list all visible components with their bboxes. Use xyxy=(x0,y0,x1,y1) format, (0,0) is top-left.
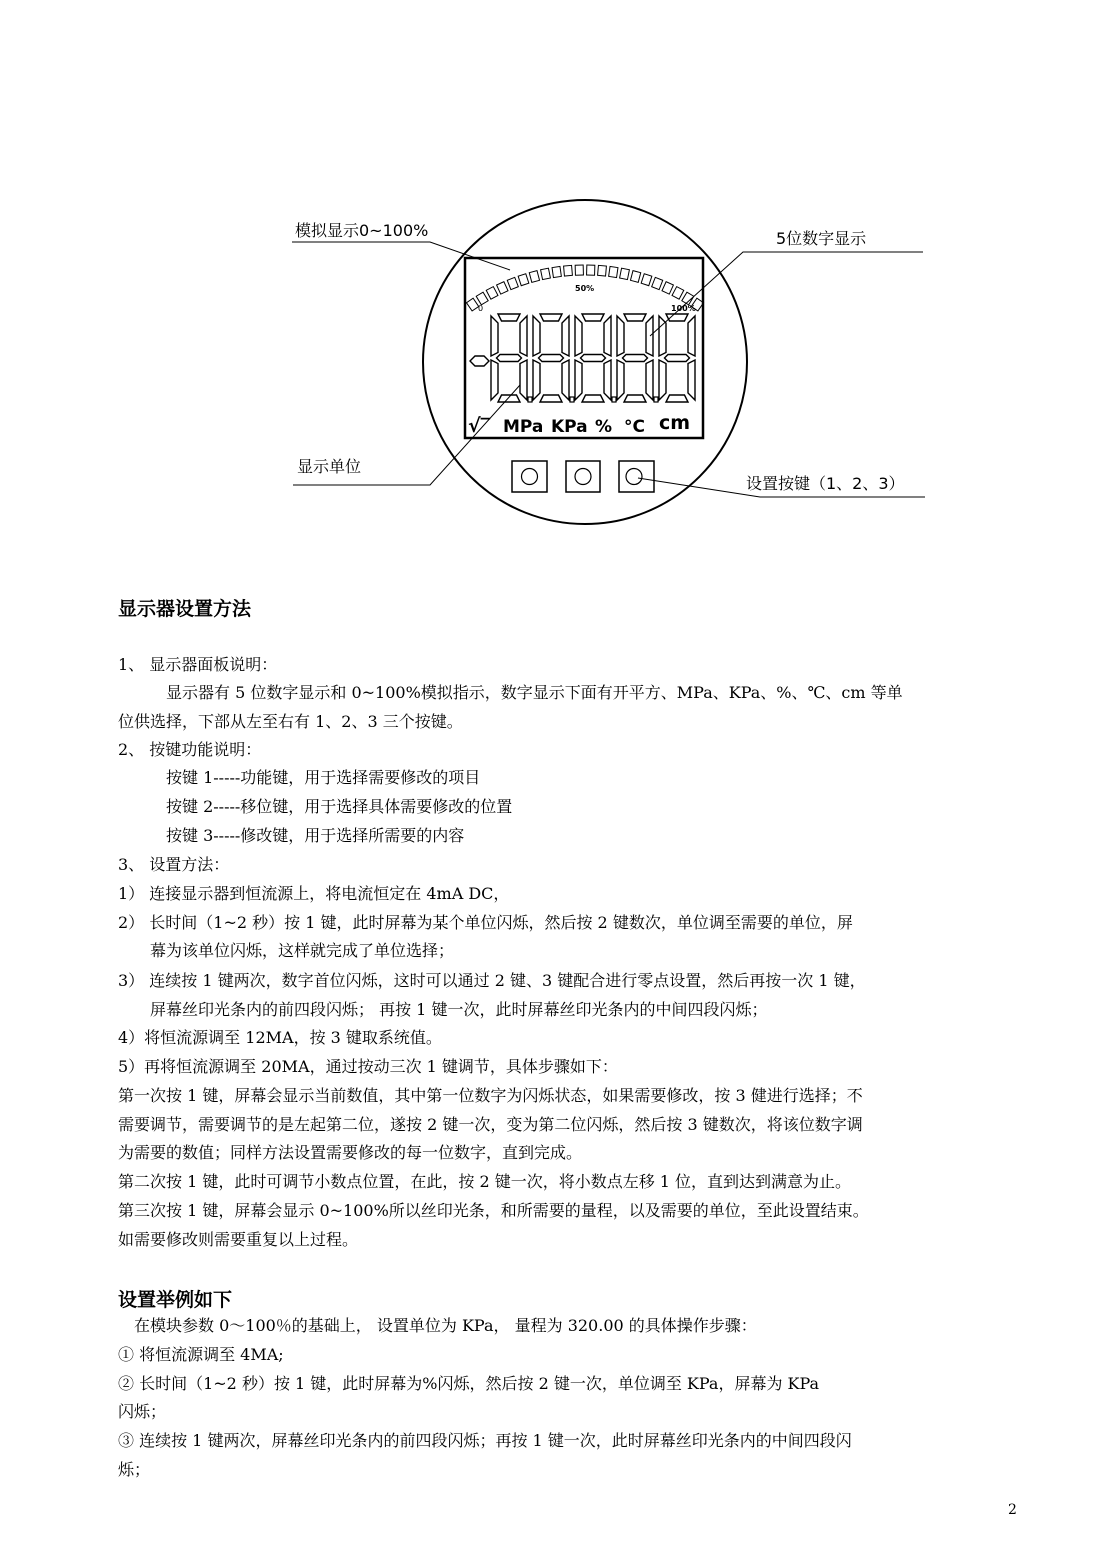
digit-segment xyxy=(666,314,688,321)
digit-segment xyxy=(540,395,562,402)
setup-line-17: 需要调节，需要调节的是左起第二位，遂按 2 键一次，变为第二位闪烁，然后按 3 键数次，将该位数字调 xyxy=(118,1115,863,1134)
example-line-6: 烁； xyxy=(118,1460,151,1479)
digit-segment xyxy=(582,314,604,321)
digit-segment xyxy=(520,360,527,400)
setup-line-16: 第一次按 1 键，屏幕会显示当前数值，其中第一位数字为闪烁状态，如果需要修改，按 3 健进行选择；不 xyxy=(118,1086,863,1105)
digit-segment xyxy=(540,314,562,321)
digit-segment xyxy=(498,314,520,321)
setup-line-21: 如需要修改则需要重复以上过程。 xyxy=(118,1230,359,1249)
setup-line-15: 5）再将恒流源调至 20MA，通过按动三次 1 键调节，具体步骤如下： xyxy=(118,1057,618,1076)
decimal-point-segment xyxy=(570,397,574,402)
example-line-4: 闪烁； xyxy=(118,1402,167,1421)
decimal-point-segment xyxy=(612,397,616,402)
analog-bar-segment xyxy=(630,271,640,283)
digit-segment xyxy=(575,360,582,400)
analog-bar-segment xyxy=(552,266,561,277)
setting-button-3[interactable] xyxy=(619,461,654,492)
seven-segment-digit xyxy=(575,314,616,402)
digit-segment xyxy=(582,395,604,402)
analog-bar-segment xyxy=(497,282,508,294)
scale-label-100: 100% xyxy=(671,304,696,313)
seven-segment-digit xyxy=(617,314,658,402)
analog-bar-segment xyxy=(575,265,583,275)
analog-bar-segment xyxy=(518,274,529,286)
scale-label-0: 0 xyxy=(478,304,484,313)
seven-segment-digit xyxy=(659,314,695,402)
digit-segment xyxy=(581,355,606,362)
analog-bar-segment xyxy=(641,274,652,286)
setup-line-13: 屏幕丝印光条内的前四段闪烁； 再按 1 键一次，此时屏幕丝印光条内的中间四段闪烁； xyxy=(150,1000,768,1019)
callout-units-label: 显示单位 xyxy=(297,457,362,476)
section-title-example: 设置举例如下 xyxy=(118,1289,233,1311)
setting-button-2[interactable] xyxy=(566,461,600,492)
digit-segment xyxy=(665,355,690,362)
unit-cm: cm xyxy=(659,412,691,434)
analog-bar-segment xyxy=(541,268,551,279)
setup-line-18: 为需要的数值；同样方法设置需要修改的每一位数字，直到完成。 xyxy=(118,1143,583,1162)
digit-segment xyxy=(497,355,522,362)
digit-segment xyxy=(491,360,498,400)
digit-segment xyxy=(604,360,611,400)
digit-segment xyxy=(688,316,695,356)
digit-segment xyxy=(520,316,527,356)
setup-line-6: 按键 2-----移位键，用于选择具体需要修改的位置 xyxy=(166,797,513,816)
digit-segment xyxy=(533,316,540,356)
digit-segment xyxy=(624,314,646,321)
example-line-5: ③ 连续按 1 键两次，屏幕丝印光条内的前四段闪烁；再按 1 键一次，此时屏幕丝印光条内的中间四段闪 xyxy=(118,1431,852,1450)
callout-analog-label: 模拟显示0~100% xyxy=(295,221,429,240)
seven-segment-digit xyxy=(491,314,532,402)
unit-percent: % xyxy=(595,417,613,437)
display-panel-diagram xyxy=(0,0,1100,560)
callout-buttons-label: 设置按键（1、2、3） xyxy=(746,474,905,493)
seven-segment-digit xyxy=(533,314,574,402)
analog-bar-segment xyxy=(564,265,573,276)
analog-bar-segment xyxy=(466,298,478,311)
digit-segment xyxy=(575,316,582,356)
analog-bar-segment xyxy=(620,268,630,279)
example-line-1: 在模块参数 0～100％的基础上， 设置单位为 KPa， 量程为 320.00 的具体操作步骤： xyxy=(134,1316,757,1335)
analog-bar-segment xyxy=(529,271,539,283)
section-title-setup: 显示器设置方法 xyxy=(118,598,252,620)
digit-segment xyxy=(623,355,648,362)
digit-segment xyxy=(659,360,666,400)
analog-bar-segment xyxy=(587,265,595,275)
analog-bar-segment xyxy=(652,277,663,289)
setup-line-5: 按键 1-----功能键，用于选择需要修改的项目 xyxy=(166,768,481,787)
digit-segment xyxy=(688,360,695,400)
example-line-3: ② 长时间（1~2 秒）按 1 键，此时屏幕为%闪烁，然后按 2 键一次，单位调至 KPa，屏幕为 KPa xyxy=(118,1374,820,1393)
page-number: 2 xyxy=(1008,1502,1017,1518)
digit-segment xyxy=(604,316,611,356)
digit-segment xyxy=(646,360,653,400)
digit-segment xyxy=(498,395,520,402)
digit-segment xyxy=(539,355,564,362)
analog-bar-segment xyxy=(486,287,498,300)
digit-segment xyxy=(562,316,569,356)
callout-digits-label: 5位数字显示 xyxy=(776,229,867,248)
decimal-point-segment xyxy=(528,397,532,402)
scale-label-50: 50% xyxy=(575,284,595,293)
unit-mpa: MPa xyxy=(503,417,544,437)
setup-line-8: 3、 设置方法： xyxy=(118,855,230,874)
setup-line-9: 1） 连接显示器到恒流源上，将电流恒定在 4mA DC， xyxy=(118,884,510,903)
setup-line-1: 1、 显示器面板说明： xyxy=(118,655,278,674)
unit-sqrt: √‾ xyxy=(468,415,491,437)
setup-line-14: 4）将恒流源调至 12MA，按 3 键取系统值。 xyxy=(118,1028,442,1047)
setup-line-10: 2） 长时间（1~2 秒）按 1 键，此时屏幕为某个单位闪烁，然后按 2 键数次，单位调至需要的单位，屏 xyxy=(118,913,853,932)
five-digit-display xyxy=(491,314,695,402)
setup-line-3: 位供选择，下部从左至右有 1、2、3 三个按键。 xyxy=(118,712,463,731)
setup-line-2: 显示器有 5 位数字显示和 0~100%模拟指示，数字显示下面有开平方、MPa、KPa、%、℃、cm 等单 xyxy=(166,683,903,702)
setup-line-12: 3） 连续按 1 键两次，数字首位闪烁，这时可以通过 2 键、3 键配合进行零点设置，然后再按一次 1 键， xyxy=(118,971,866,990)
minus-sign-segment xyxy=(470,356,489,366)
setup-line-4: 2、 按键功能说明： xyxy=(118,740,262,759)
digit-segment xyxy=(646,316,653,356)
callout-lines xyxy=(292,242,925,497)
setup-line-11: 幕为该单位闪烁，这样就完成了单位选择； xyxy=(150,941,455,960)
analog-bar-segment xyxy=(662,282,673,294)
digit-segment xyxy=(491,316,498,356)
unit-celsius: °C xyxy=(624,417,645,437)
digit-segment xyxy=(666,395,688,402)
unit-kpa: KPa xyxy=(551,417,588,437)
setup-line-19: 第二次按 1 键，此时可调节小数点位置，在此，按 2 键一次，将小数点左移 1 位，直到达到满意为止。 xyxy=(118,1172,852,1191)
setting-button-1[interactable] xyxy=(512,461,547,492)
example-line-2: ① 将恒流源调至 4MA; xyxy=(118,1345,284,1364)
digit-segment xyxy=(533,360,540,400)
analog-bar-segment xyxy=(598,265,607,276)
setup-line-7: 按键 3-----修改键，用于选择所需要的内容 xyxy=(166,826,465,845)
analog-bar-segment xyxy=(476,292,488,305)
digit-segment xyxy=(617,316,624,356)
analog-bar-segment xyxy=(609,266,618,277)
digit-segment xyxy=(562,360,569,400)
analog-bar-segment xyxy=(507,277,518,289)
analog-bar-segment xyxy=(672,287,684,300)
digit-segment xyxy=(617,360,624,400)
setup-line-20: 第三次按 1 键，屏幕会显示 0~100%所以丝印光条，和所需要的量程，以及需要的单位，至此设置结束。 xyxy=(118,1201,869,1220)
decimal-point-segment xyxy=(654,397,658,402)
digit-segment xyxy=(624,395,646,402)
